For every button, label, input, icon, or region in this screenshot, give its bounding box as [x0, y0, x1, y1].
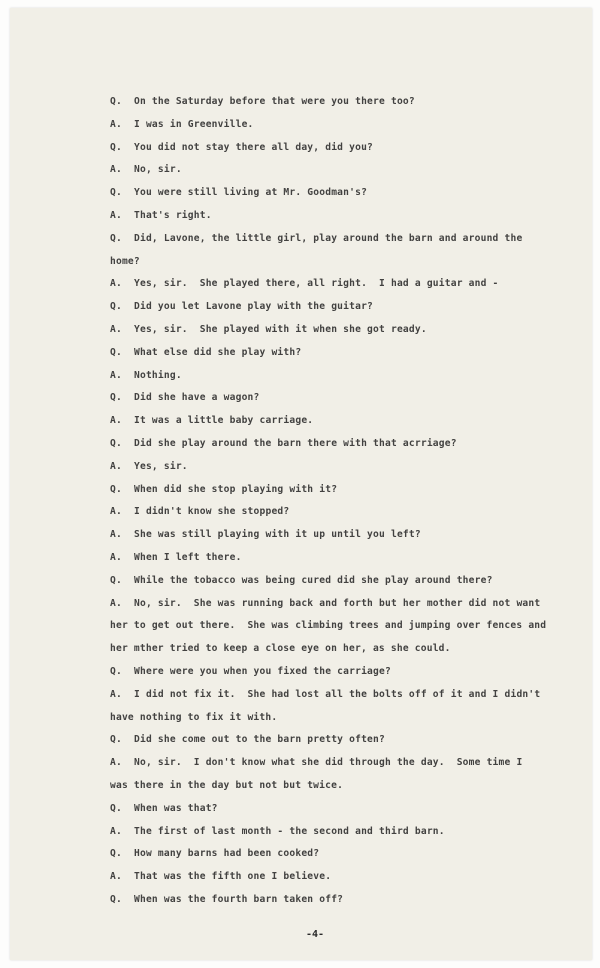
speaker-label: Q.: [110, 437, 122, 449]
line-text: Did, Lavone, the little girl, play around the barn and around the: [134, 232, 523, 244]
speaker-label: A.: [110, 551, 122, 563]
speaker-label: A.: [110, 757, 122, 769]
transcript-line: [110, 114, 546, 137]
transcript-line: [110, 456, 546, 479]
speaker-label: A.: [110, 871, 122, 883]
transcript-line: [110, 707, 546, 730]
line-text: How many barns had been cooked?: [134, 848, 320, 860]
transcript-line: [110, 570, 546, 593]
transcript-line: [110, 889, 546, 912]
speaker-label: A.: [110, 529, 122, 541]
line-text: have nothing to fix it with.: [110, 711, 278, 723]
speaker-label: A.: [110, 209, 122, 221]
line-text: Did she have a wagon?: [134, 392, 260, 404]
page-number: -4-: [306, 929, 325, 940]
transcript-line: [110, 273, 546, 296]
transcript-line: [110, 296, 546, 319]
line-text: It was a little baby carriage.: [134, 415, 314, 427]
line-text: When did she stop playing with it?: [134, 483, 338, 495]
transcript-line: [110, 319, 546, 342]
speaker-label: Q.: [110, 665, 122, 677]
line-text: You were still living at Mr. Goodman's?: [134, 187, 368, 199]
line-text: On the Saturday before that were you there too?: [134, 96, 415, 107]
transcript-line: [110, 182, 546, 205]
transcript-line: [110, 775, 546, 798]
transcript-line: [110, 684, 546, 707]
line-text: home?: [110, 255, 140, 267]
transcript-line: [110, 205, 546, 228]
speaker-label: A.: [110, 164, 122, 176]
speaker-label: A.: [110, 597, 122, 609]
line-text: No, sir. She was running back and forth but her mother did not want: [134, 597, 541, 609]
transcript-line: [110, 615, 546, 638]
line-text: Where were you when you fixed the carriage?: [134, 665, 391, 677]
line-text: Did you let Lavone play with the guitar?: [134, 301, 374, 313]
speaker-label: A.: [110, 688, 122, 700]
transcript-line: [110, 479, 546, 502]
line-text: When was that?: [134, 802, 218, 814]
line-text: Yes, sir.: [134, 460, 188, 472]
transcript-line: [110, 821, 546, 844]
speaker-label: Q.: [110, 893, 122, 905]
speaker-label: Q.: [110, 848, 122, 860]
transcript-line: [110, 159, 546, 182]
speaker-label: Q.: [110, 301, 122, 313]
speaker-label: A.: [110, 506, 122, 518]
transcript-line: [110, 593, 546, 616]
line-text: When I left there.: [134, 551, 242, 563]
transcript-line: [110, 137, 546, 160]
line-text: her to get out there. She was climbing trees and jumping over fences and: [110, 620, 547, 632]
transcript-line: [110, 433, 546, 456]
transcript-line: [110, 365, 546, 388]
line-text: No, sir. I don't know what she did through the day. Some time I: [134, 757, 523, 769]
line-text: Yes, sir. She played with it when she got ready.: [134, 323, 427, 335]
line-text: I did not fix it. She had lost all the bolts off of it and I didn't: [134, 688, 541, 700]
speaker-label: Q.: [110, 141, 122, 153]
line-text: She was still playing with it up until you left?: [134, 529, 421, 541]
line-text: No, sir.: [134, 164, 182, 176]
speaker-label: Q.: [110, 96, 122, 107]
transcript-line: [110, 342, 546, 365]
line-text: her mther tried to keep a close eye on her, as she could.: [110, 643, 451, 655]
line-text: The first of last month - the second and third barn.: [134, 825, 445, 837]
speaker-label: Q.: [110, 232, 122, 244]
transcript-line: [110, 387, 546, 410]
transcript-line: [110, 752, 546, 775]
speaker-label: Q.: [110, 346, 122, 358]
transcript-line: [110, 798, 546, 821]
transcript-line: [110, 251, 546, 274]
transcript-line: [110, 501, 546, 524]
transcript-line: [110, 228, 546, 251]
line-text: That was the fifth one I believe.: [134, 871, 332, 883]
line-text: Nothing.: [134, 369, 182, 381]
line-text: When was the fourth barn taken off?: [134, 893, 344, 905]
transcript-line: [110, 866, 546, 889]
line-text: Yes, sir. She played there, all right. I had a guitar and -: [134, 278, 499, 290]
line-text: That's right.: [134, 209, 212, 221]
speaker-label: Q.: [110, 392, 122, 404]
transcript-line: [110, 524, 546, 547]
speaker-label: Q.: [110, 734, 122, 746]
speaker-label: A.: [110, 323, 122, 335]
line-text: Did she play around the barn there with that acrriage?: [134, 437, 457, 449]
speaker-label: A.: [110, 460, 122, 472]
line-text: What else did she play with?: [134, 346, 302, 358]
speaker-label: A.: [110, 825, 122, 837]
transcript-line: [110, 843, 546, 866]
speaker-label: A.: [110, 369, 122, 381]
transcript-line: [110, 547, 546, 570]
transcript-line: [110, 410, 546, 433]
transcript-line: [110, 91, 546, 114]
speaker-label: Q.: [110, 574, 122, 586]
speaker-label: Q.: [110, 802, 122, 814]
transcript-line: [110, 638, 546, 661]
speaker-label: Q.: [110, 483, 122, 495]
speaker-label: A.: [110, 415, 122, 427]
transcript-page: [10, 8, 592, 960]
speaker-label: A.: [110, 118, 122, 130]
line-text: Did she come out to the barn pretty often?: [134, 734, 385, 746]
line-text: While the tobacco was being cured did she play around there?: [134, 574, 493, 586]
speaker-label: Q.: [110, 187, 122, 199]
line-text: I didn't know she stopped?: [134, 506, 290, 518]
line-text: was there in the day but not but twice.: [110, 779, 344, 791]
speaker-label: A.: [110, 278, 122, 290]
transcript-body: [110, 91, 546, 912]
transcript-line: [110, 729, 546, 752]
line-text: I was in Greenville.: [134, 118, 254, 130]
line-text: You did not stay there all day, did you?: [134, 141, 374, 153]
transcript-line: [110, 661, 546, 684]
